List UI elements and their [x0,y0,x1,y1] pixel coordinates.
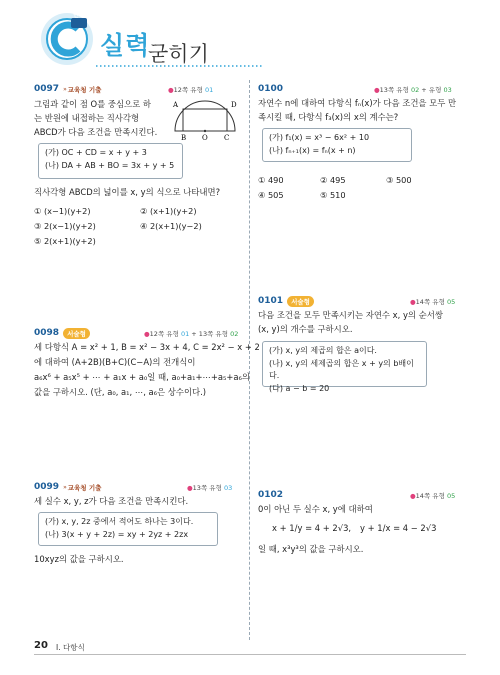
q0102-number: 0102 [258,490,284,500]
fig-label-d: D [231,101,237,109]
q0098-meta-t2: 02 [230,330,239,338]
q0097-choice-1[interactable]: ① (x−1)(y+2) [34,206,91,216]
q0102-header [258,488,287,502]
q0098-header [34,326,90,340]
section-title-main: 실력 [100,31,151,60]
q0100-choice-5[interactable]: ⑤ 510 [320,190,346,200]
q0102-line1: 0이 아닌 두 실수 x, y에 대하여 [258,504,373,514]
q0101-line1: 다음 조건을 모두 만족시키는 자연수 x, y의 순서쌍 [258,310,443,320]
q0100-meta-t2: 03 [443,86,452,94]
q0098-meta [144,329,238,338]
q0100-number: 0100 [258,84,284,94]
q0100-condition-box [262,128,412,162]
type-dot-icon: ● [410,298,416,306]
type-dot-icon: ● [168,86,174,94]
q0097-meta-type: 01 [204,86,214,94]
q0100-choice-2[interactable]: ② 495 [320,175,346,185]
q0100-cond1: (가) f₁(x) = x³ − 6x² + 10 [269,133,370,142]
q0100-choice-3[interactable]: ③ 500 [386,175,412,185]
q0100-meta-t1: 02 [410,86,420,94]
page-number: 20 [34,640,48,651]
q0101-number: 0101 [258,296,284,306]
q0101-essay-tag: 서술형 [287,296,314,307]
q0099-meta-prefix: 13쪽 유형 [192,484,222,492]
q0100-meta [374,85,452,94]
q0101-line2: (x, y)의 개수를 구하시오. [258,324,353,334]
q0097-condition-box [38,143,183,179]
type-dot-icon: ● [187,484,193,492]
type-dot-icon: ● [144,330,150,338]
q0099-number: 0099 [34,482,60,492]
source-arrow-icon: » [63,85,67,93]
chapter-label: I. 다항식 [56,643,85,652]
q0100-choice-1[interactable]: ① 490 [258,175,284,185]
q0098-meta-t1: 01 [180,330,190,338]
q0099-meta [187,483,232,492]
q0099-ask: 10xyz의 값을 구하시오. [34,554,124,564]
q0101-header [258,294,314,308]
q0097-choice-4[interactable]: ④ 2(x+1)(y−2) [140,221,202,231]
q0100-cond2: (나) fₙ₊₁(x) = fₙ(x + n) [269,145,356,155]
q0099-condition-box [38,512,218,546]
q0101-cond1: (가) x, y의 제곱의 합은 a이다. [269,346,377,355]
q0101-cond2: (나) x, y의 세제곱의 합은 x + y의 b배이다. [269,358,414,380]
q0097-choice-2[interactable]: ② (x+1)(y+2) [140,206,197,216]
q0097-line3: ABCD가 다음 조건을 만족시킨다. [34,127,158,137]
q0097-line2: 는 반원에 내접하는 직사각형 [34,113,140,123]
q0101-condition-box [262,341,427,393]
q0098-line3: a₆x⁶ + a₅x⁵ + ⋯ + a₁x + a₀일 때, a₀+a₁+⋯+a₅+a₆의 [34,372,250,382]
level-c-badge [38,10,96,68]
fig-label-a: A [173,101,179,109]
q0098-meta-prefix: 12쪽 유형 [149,330,179,338]
fig-label-o: O [202,134,208,141]
q0097-choice-5[interactable]: ⑤ 2(x+1)(y+2) [34,236,96,246]
type-dot-icon: ● [374,86,380,94]
source-arrow-icon: » [63,483,67,491]
badge-sub-label: 단계 [73,12,85,19]
q0102-eq1: x + 1/y = 4 + 2√3, [272,523,352,533]
q0097-cond2: (나) DA + AB + BO = 3x + y + 5 [45,160,175,170]
q0098-essay-tag: 서술형 [63,328,90,339]
fig-label-c: C [224,134,230,141]
q0100-choice-4[interactable]: ④ 505 [258,190,284,200]
q0101-cond3: (다) a − b = 20 [269,383,330,393]
q0101-meta [410,297,455,306]
semicircle-rectangle-figure [170,93,240,141]
header-dotted-rule [96,64,264,68]
q0101-meta-type: 05 [446,298,456,306]
q0102-ask: 일 때, x³y³의 값을 구하시오. [258,544,364,554]
footer-rule [34,654,466,655]
q0099-cond2: (나) 3(x + y + 2z) = xy + 2yz + 2zx [45,529,189,539]
q0097-source-tag: 교육청 기출 [67,85,102,94]
q0102-meta [410,491,455,500]
q0099-header [34,480,103,494]
q0102-meta-type: 05 [446,492,456,500]
q0099-line1: 세 실수 x, y, z가 다음 조건을 만족시킨다. [34,496,189,506]
q0097-number: 0097 [34,84,60,94]
q0099-cond1: (가) x, y, 2z 중에서 적어도 하나는 3이다. [45,517,194,526]
q0099-meta-type: 03 [223,484,233,492]
q0101-meta-prefix: 14쪽 유형 [415,298,445,306]
q0098-line4: 값을 구하시오. (단, a₀, a₁, ⋯, a₆은 상수이다.) [34,387,207,397]
fig-label-b: B [181,134,187,141]
q0097-header [34,82,103,96]
q0100-line2: 족시킬 때, 다항식 f₃(x)의 x의 계수는? [258,112,399,122]
q0100-meta-mid: + 유형 [421,86,442,94]
column-divider [249,80,250,640]
type-dot-icon: ● [410,492,416,500]
q0100-line1: 자연수 n에 대하여 다항식 fₙ(x)가 다음 조건을 모두 만 [258,98,457,108]
q0097-choice-3[interactable]: ③ 2(x−1)(y+2) [34,221,96,231]
q0100-header [258,82,287,96]
q0102-meta-prefix: 14쪽 유형 [415,492,445,500]
q0098-number: 0098 [34,328,60,338]
q0097-line1: 그림과 같이 점 O를 중심으로 하 [34,99,151,109]
q0097-meta-prefix: 12쪽 유형 [173,86,203,94]
q0098-line2: 에 대하여 (A+2B)(B+C)(C−A)의 전개식이 [34,357,196,367]
q0098-meta-mid: + 13쪽 유형 [191,330,228,338]
q0097-ask: 직사각형 ABCD의 넓이를 x, y의 식으로 나타내면? [34,187,221,197]
q0102-eq2: y + 1/x = 4 − 2√3 [360,523,437,533]
section-title-sub: 굳히기 [148,42,209,66]
q0097-cond1: (가) OC + CD = x + y + 3 [45,148,147,157]
q0099-source-tag: 교육청 기출 [67,483,102,492]
q0098-line1: 세 다항식 A = x² + 1, B = x² − 3x + 4, C = 2x² − x + 2 [34,342,260,352]
q0100-meta-prefix: 13쪽 유형 [379,86,409,94]
